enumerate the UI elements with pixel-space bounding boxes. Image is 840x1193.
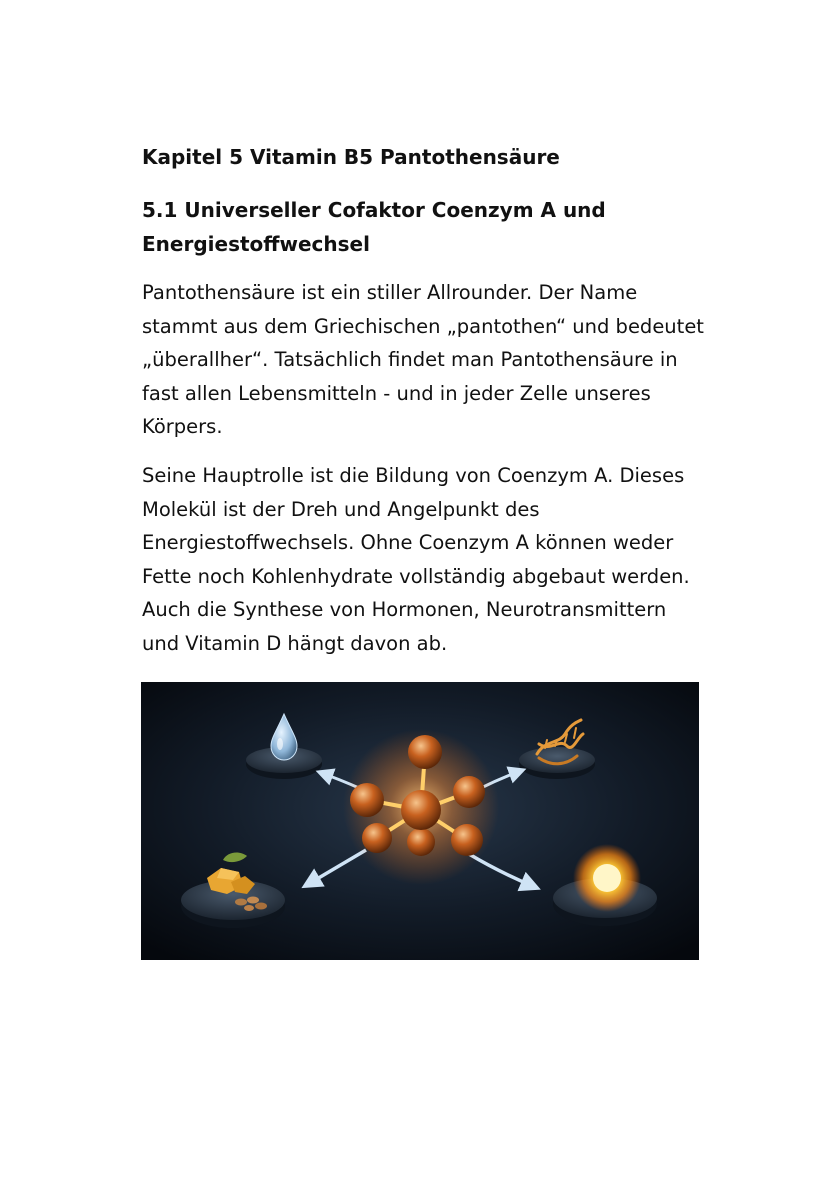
molecule-atom bbox=[451, 824, 483, 856]
molecule-atom bbox=[362, 823, 392, 853]
body-paragraph: Pantothensäure ist ein stiller Allrounder. Der Name stammt aus dem Griechischen „pantothen“ und bedeutet „überallher“. Tatsächlich findet man Pantothensäure in fast allen Lebensmitteln - und in jeder Zelle unseres Körpers. bbox=[142, 281, 704, 438]
section-title: 5.1 Universeller Cofaktor Coenzym A und Energiestoffwechsel bbox=[142, 198, 606, 256]
molecule-atom bbox=[407, 828, 435, 856]
chapter-title: Kapitel 5 Vitamin B5 Pantothensäure bbox=[142, 145, 560, 169]
coenzyme-a-illustration bbox=[141, 682, 699, 960]
molecule-atom bbox=[408, 735, 442, 769]
molecule-atom bbox=[350, 783, 384, 817]
molecule-atom bbox=[453, 776, 485, 808]
sun-icon bbox=[573, 844, 641, 912]
molecule-atom-center bbox=[401, 790, 441, 830]
body-paragraph: Seine Hauptrolle ist die Bildung von Coenzym A. Dieses Molekül ist der Dreh und Angelpunkt des Energiestoffwechsels. Ohne Coenzym A können weder Fette noch Kohlenhydrate vollständig abgebaut werden. Auch die Synthese von Hormonen, Neurotransmittern und Vitamin D hängt davon ab. bbox=[142, 464, 690, 655]
